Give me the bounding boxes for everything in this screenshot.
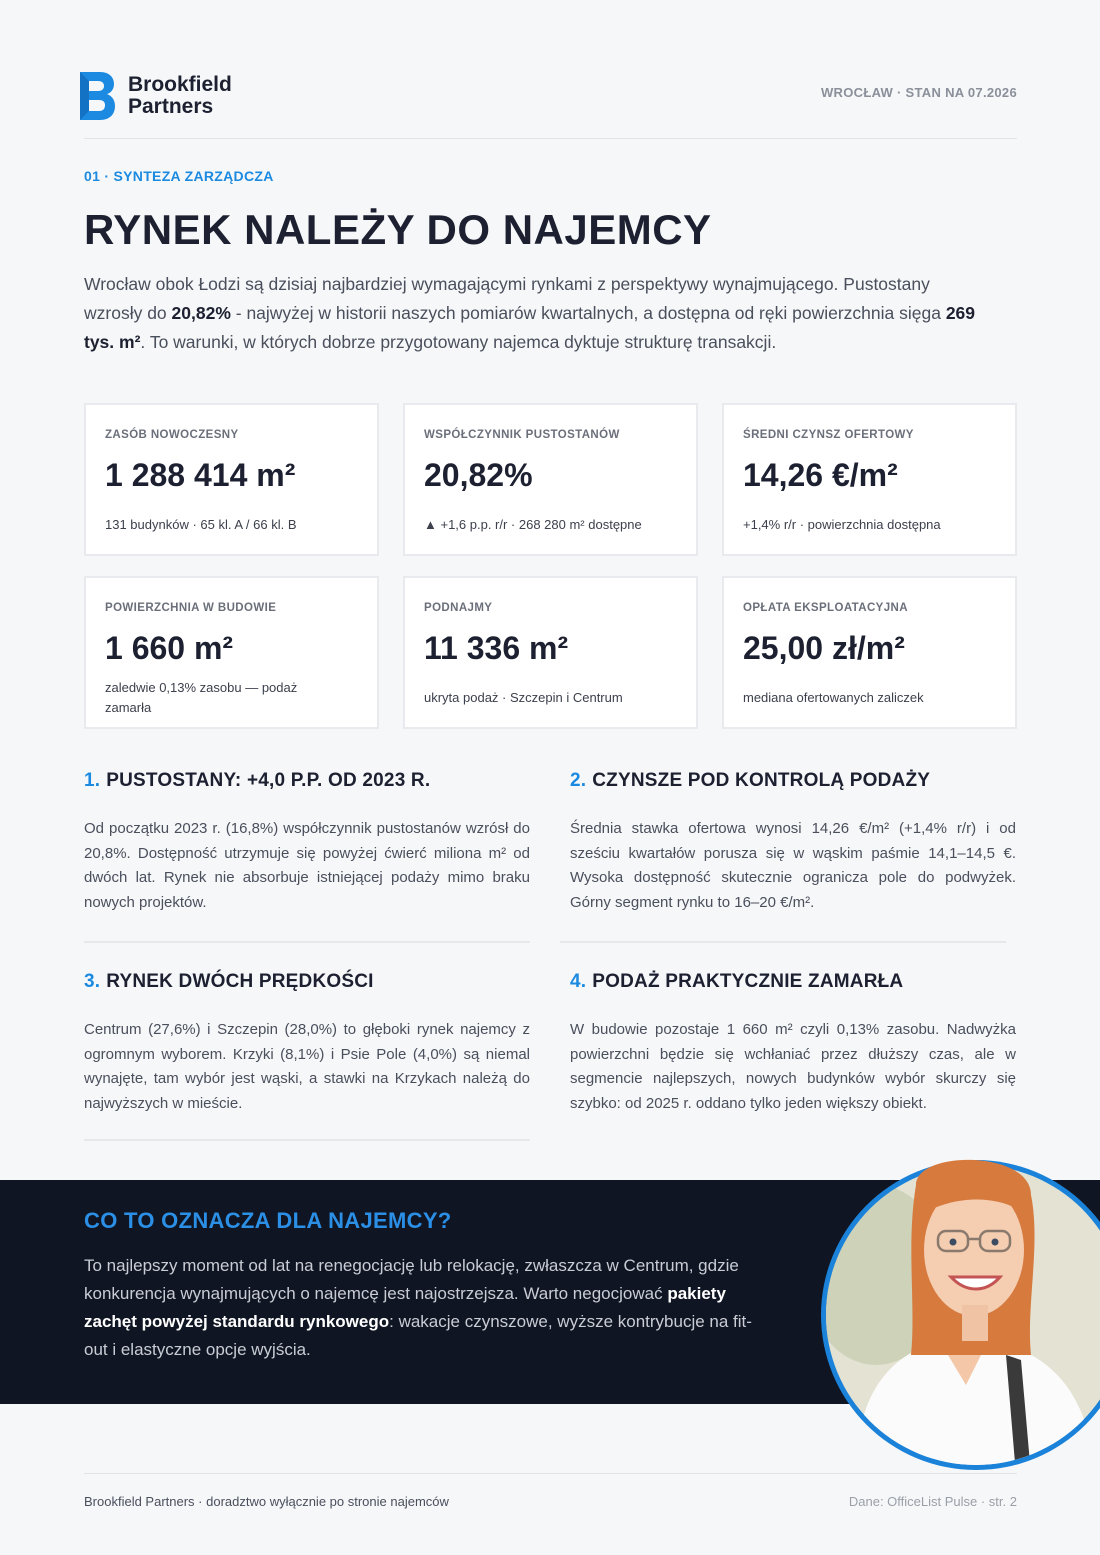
point-supply-frozen: [570, 971, 1016, 1116]
brand-name-line1: Brookfield: [128, 73, 232, 96]
kpi-subtext: 131 budynków · 65 kl. A / 66 kl. B: [105, 517, 297, 532]
brand-name: [128, 74, 232, 118]
point-number: 4.: [570, 971, 587, 992]
point-body: Średnia stawka ofertowa wynosi 14,26 €/m² (+1,4% r/r) i od sześciu kwartałów porusza się w wąskim paśmie 14,1–14,5 €. Wysoka dostępność skutecznie ogranicza pole do podwyżek. Górny segment rynku to 16–20 €/m².: [570, 820, 1016, 911]
kpi-card-rent: [722, 403, 1017, 556]
banner-bold: pakiety zachęt powyżej standardu rynkowego: [84, 1284, 726, 1331]
kpi-label: OPŁATA EKSPLOATACYJNA: [743, 602, 908, 614]
point-body: Centrum (27,6%) i Szczepin (28,0%) to głęboki rynek najemcy z ogromnym wyborem. Krzyki (8,1%) i Psie Pole (4,0%) są niemal wynajęte, tam wybór jest wąski, a stawki na Krzykach należą do najwyższych w mieście.: [84, 1021, 530, 1112]
section-divider: [84, 1139, 530, 1141]
section-divider: [84, 941, 530, 943]
point-two-speed-market: [84, 971, 530, 1116]
intro-bold-1: 20,82%: [171, 303, 231, 323]
footer-divider: [84, 1473, 1017, 1474]
banner-text-2: : wakacje czynszowe, wyższe kontrybucje na fit-out i elastyczne opcje wyjścia.: [84, 1312, 752, 1359]
section-divider: [560, 941, 1006, 943]
page-header: [84, 72, 1017, 120]
advisor-portrait-photo: [816, 1155, 1100, 1470]
footer-right-text: Dane: OfficeList Pulse · str. 2: [848, 1494, 1017, 1509]
kpi-value: 25,00 zł/m²: [743, 630, 905, 666]
kpi-value: 1 288 414 m²: [105, 457, 296, 493]
brookfield-b-logo-icon: [80, 72, 116, 120]
kpi-label: POWIERZCHNIA W BUDOWIE: [105, 602, 277, 614]
kpi-value: 1 660 m²: [105, 630, 234, 666]
intro-text-1: Wrocław obok Łodzi są dzisiaj najbardziej wymagającymi rynkami z perspektywy wynajmującego. Pustostany wzrosły do: [84, 274, 930, 323]
point-vacancy: [84, 770, 530, 915]
kpi-label: WSPÓŁCZYNNIK PUSTOSTANÓW: [424, 429, 620, 441]
kpi-subtext: +1,4% r/r · powierzchnia dostępna: [743, 517, 941, 532]
intro-text-3: . To warunki, w których dobrze przygotowany najemca dyktuje strukturę transakcji.: [140, 332, 777, 352]
banner-text-1: To najlepszy moment od lat na renegocjację lub relokację, zwłaszcza w Centrum, gdzie konkurencja wynajmujących o najemcę jest najostrzejsza. Warto negocjować: [84, 1256, 739, 1303]
point-number: 3.: [84, 971, 101, 992]
kpi-value: 11 336 m²: [424, 630, 569, 666]
intro-text-2: - najwyżej w historii naszych pomiarów kwartalnych, a dostępna od ręki powierzchnia sięga: [230, 303, 946, 323]
banner-title: CO TO OZNACZA DLA NAJEMCY?: [84, 1208, 452, 1233]
kpi-card-sublease: [403, 576, 698, 729]
kpi-label: ZASÓB NOWOCZESNY: [105, 429, 239, 441]
point-body: Od początku 2023 r. (16,8%) współczynnik pustostanów wzrósł do 20,8%. Dostępność utrzymuje się powyżej ćwierć miliona m² od dwóch lat. Rynek nie absorbuje istniejącej podaży mimo braku nowych projektów.: [84, 820, 530, 911]
kpi-subtext: zaledwie 0,13% zasobu — podaż zamarła: [105, 680, 298, 715]
kpi-value: 14,26 €/m²: [743, 457, 898, 493]
kpi-value: 20,82%: [424, 457, 533, 493]
point-body: W budowie pozostaje 1 660 m² czyli 0,13% zasobu. Nadwyżka powierzchni będzie się wchłaniać przez dłuższy czas, ale w segmencie najlepszych, nowych budynków wybór skurczy się szybko: od 2025 r. oddano tylko jeden większy obiekt.: [570, 1021, 1016, 1112]
banner-body: [84, 1252, 774, 1364]
kpi-card-under-construction: [84, 576, 379, 729]
section-tag: 01 · SYNTEZA ZARZĄDCZA: [84, 168, 274, 184]
intro-bold-2: 269 tys. m²: [84, 303, 976, 352]
kpi-subtext: mediana ofertowanych zaliczek: [743, 690, 924, 705]
intro-paragraph: [84, 270, 984, 357]
header-divider: [84, 138, 1017, 139]
point-title-text: PUSTOSTANY: +4,0 P.P. OD 2023 R.: [106, 770, 431, 791]
kpi-label: PODNAJMY: [424, 602, 493, 614]
point-title-text: CZYNSZE POD KONTROLĄ PODAŻY: [592, 770, 931, 791]
footer-left-text: Brookfield Partners · doradztwo wyłącznie po stronie najemców: [84, 1494, 449, 1509]
point-number: 1.: [84, 770, 101, 791]
page-title: RYNEK NALEŻY DO NAJEMCY: [84, 206, 712, 253]
point-rents: [570, 770, 1016, 915]
point-title: [570, 971, 1016, 993]
brand-name-line2: Partners: [128, 95, 214, 118]
point-number: 2.: [570, 770, 587, 791]
kpi-card-vacancy: [403, 403, 698, 556]
header-location-date: WROCŁAW · STAN NA 07.2026: [820, 85, 1017, 100]
point-title: [84, 770, 530, 792]
point-title: [84, 971, 530, 993]
kpi-card-stock: [84, 403, 379, 556]
kpi-subtext: ukryta podaż · Szczepin i Centrum: [424, 690, 623, 705]
point-title-text: PODAŻ PRAKTYCZNIE ZAMARŁA: [592, 971, 904, 992]
point-title-text: RYNEK DWÓCH PRĘDKOŚCI: [106, 971, 374, 992]
kpi-subtext: ▲ +1,6 p.p. r/r · 268 280 m² dostępne: [424, 517, 642, 532]
point-title: [570, 770, 1016, 792]
kpi-label: ŚREDNI CZYNSZ OFERTOWY: [743, 429, 914, 441]
brand-logo: [80, 72, 232, 120]
kpi-card-service-charge: [722, 576, 1017, 729]
